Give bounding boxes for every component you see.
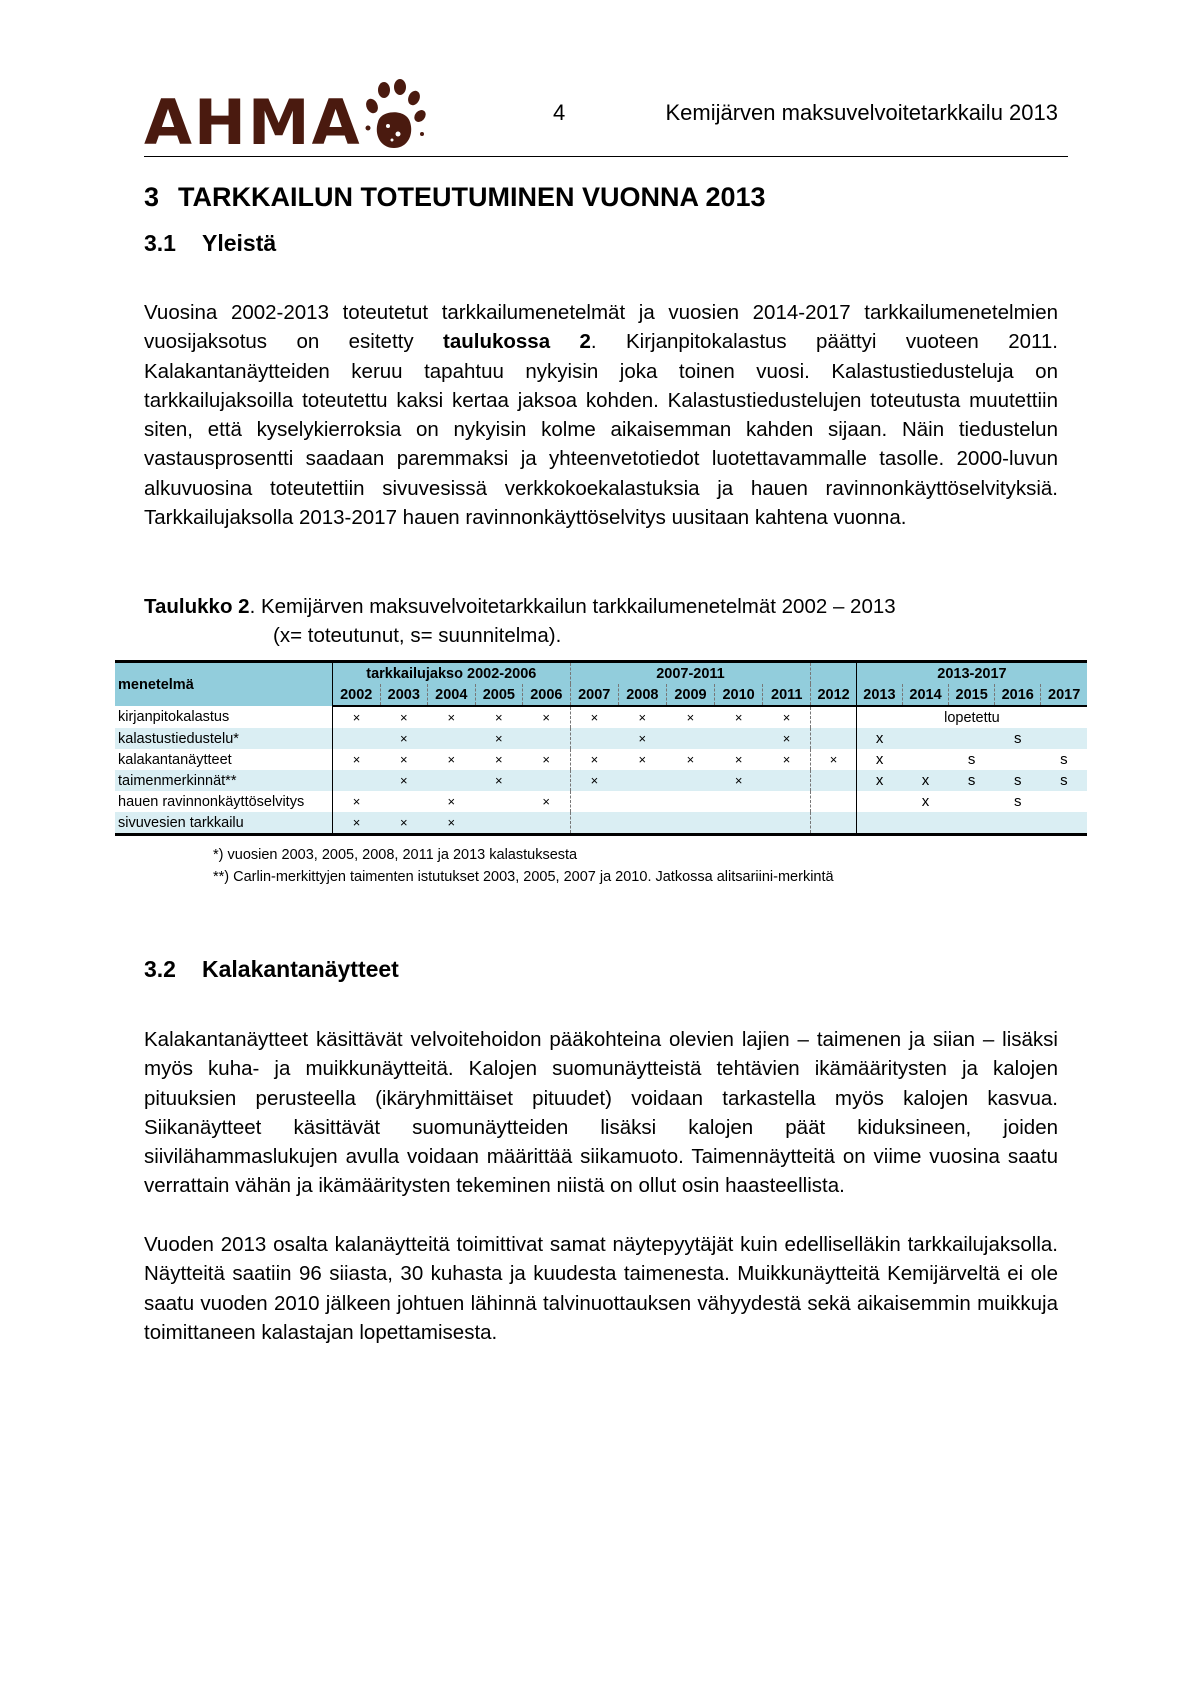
table-cell (995, 749, 1041, 770)
methods-table (115, 660, 1087, 836)
period-header: 2007-2011 (570, 662, 811, 685)
table-cell (949, 728, 995, 749)
year-header: 2002 (332, 684, 380, 706)
method-name: sivuvesien tarkkailu (115, 812, 332, 835)
year-header: 2008 (618, 684, 666, 706)
table-row (115, 749, 1087, 770)
stopped-label: lopetettu (856, 706, 1087, 728)
table-cell (856, 812, 902, 835)
table-cell (380, 791, 428, 812)
year-header: 2015 (949, 684, 995, 706)
table-cell: s (1060, 750, 1068, 768)
table-cell (763, 791, 811, 812)
year-header: 2005 (475, 684, 523, 706)
table-cell (902, 749, 948, 770)
table-cell (475, 791, 523, 812)
table-cell: × (542, 709, 550, 725)
section-3-2-heading (144, 956, 399, 983)
year-header: 2011 (763, 684, 811, 706)
samples-paragraph-2: Vuoden 2013 osalta kalanäytteitä toimittivat samat näytepyytäjät kuin edelliselläkin tarkkailujaksolla. Näytteitä saatiin 96 siiasta, 30 kuhasta ja kuudesta taimenesta. Muikkunäytteitä Kemijärveltä ei ole saatu vuoden 2010 jälkeen johtuen lähinnä talvinuottauksen vähyydestä sekä aikaisemmin muikkuja toimittaneen kalastajan lopettamisesta. (144, 1233, 1058, 1344)
table-row (115, 728, 1087, 749)
table-cell: × (570, 749, 618, 770)
table-cell (715, 791, 763, 812)
paragraph-text: . Kirjanpitokalastus päättyi vuoteen 2011. Kalakantanäytteiden keruu tapahtuu nykyisin joka toinen vuosi. Kalastustiedusteluja on tarkkailujaksoilla toteutettu kaksi kertaa jaksoa kohden. Kalastustiedustelujen toteutusta muutettiin siten, että kyselykierroksia on nykyisin kolme aikaisemman kahden sijaan. Näin tiedustelun vastausprosentti saadaan paremmaksi ja yhteenvetotiedot luotettavammalle tasolle. 2000-luvun alkuvuosina toteutettiin sivuvesissä verkkokoekalastuksia ja hauen ravinnonkäyttöselvityksiä. Tarkkailujaksolla 2013-2017 hauen ravinnonkäyttöselvitys uusitaan kahtena vuonna. (144, 330, 1058, 530)
table-cell (618, 791, 666, 812)
period-header: tarkkailujakso 2002-2006 (332, 662, 570, 685)
table-cell: × (686, 751, 695, 767)
table-cell: × (542, 793, 550, 809)
logo-text: AHMA (144, 86, 362, 159)
table-cell (949, 791, 995, 812)
table-cell (1041, 791, 1087, 812)
intro-paragraph (144, 298, 1058, 532)
period-header: 2013-2017 (856, 662, 1087, 685)
footnote: *) vuosien 2003, 2005, 2008, 2011 ja 2013 kalastuksesta (213, 847, 578, 863)
table-cell: × (399, 751, 408, 767)
section-number: 3.1 (144, 230, 176, 256)
section-title: Kalakantanäytteet (201, 956, 399, 982)
table-cell: x (902, 770, 948, 791)
table-cell (523, 812, 571, 835)
table-cell (949, 812, 995, 835)
ahma-logo (144, 78, 426, 159)
table-cell: s (1013, 792, 1022, 810)
table-cell (475, 812, 523, 835)
table-cell: × (618, 728, 666, 749)
page-number: 4 (553, 100, 566, 125)
table-cell (570, 812, 618, 835)
year-header: 2009 (666, 684, 714, 706)
table-cell (811, 770, 857, 791)
table-cell (902, 728, 948, 749)
table-cell: × (332, 791, 380, 812)
table-cell (523, 728, 571, 749)
method-name: hauen ravinnonkäyttöselvitys (118, 793, 305, 810)
footnote: **) Carlin-merkittyjen taimenten istutukset 2003, 2005, 2007 ja 2010. Jatkossa alitsariini-merkintä (213, 869, 834, 885)
table-body (115, 706, 1087, 835)
table-cell: s (949, 770, 995, 791)
year-header: 2014 (902, 684, 948, 706)
table-cell (332, 728, 380, 749)
page-header (144, 68, 1068, 157)
table-cell (1041, 812, 1087, 835)
year-header: 2007 (570, 684, 618, 706)
table-row (115, 791, 1087, 812)
table-cell: × (475, 728, 523, 749)
table-cell (570, 791, 618, 812)
samples-paragraph-1: Kalakantanäytteet käsittävät velvoitehoidon pääkohteina olevien lajien – taimenen ja siian – lisäksi myös kuha- ja muikkunäytteitä. Kalojen suomunäytteistä tehtävien ikämääritysten ja kalojen pituuksien perusteella (ikäryhmittäiset pituudet) voidaan tarkastella myös kalojen kasvua. Siikanäytteet käsittävät suomunäytteiden lisäksi kalojen päät kiduksineen, joiden siivilähammaslukujen avulla voidaan määrittää siikamuoto. Taimennäytteitä on viime vuosina saatu verrattain vähän ja ikämääritysten tekeminen niistä on ollut osin haasteellista. (144, 1028, 1058, 1198)
table-cell: × (734, 709, 743, 725)
table-cell: × (782, 751, 791, 767)
table-cell: s (995, 728, 1041, 749)
table-cell (995, 812, 1041, 835)
table-cell: × (380, 728, 428, 749)
method-name: kalakantanäytteet (118, 751, 232, 768)
table-cell (902, 812, 948, 835)
table-cell (763, 770, 811, 791)
section-3-heading (144, 182, 766, 213)
table-cell (811, 812, 857, 835)
table-cell: × (380, 812, 428, 835)
table-cell (523, 770, 571, 791)
table-row (115, 812, 1087, 835)
header-title: Kemijärven maksuvelvoitetarkkailu 2013 (665, 100, 1058, 125)
section-title: TARKKAILUN TOTEUTUMINEN VUONNA 2013 (178, 182, 766, 212)
table-cell: × (332, 812, 380, 835)
table-cell (763, 812, 811, 835)
table-cell (666, 791, 714, 812)
section-title: Yleistä (201, 230, 277, 256)
year-header: 2012 (811, 684, 857, 706)
year-header: 2004 (428, 684, 476, 706)
method-name: kalastustiedustelu* (115, 728, 332, 749)
paragraph-text: Vuosina 2002-2013 toteutetut tarkkailumenetelmät ja vuosien 2014-2017 tarkkailumenetelmien vuosijaksotus on esitetty (144, 301, 1058, 354)
year-header: 2017 (1041, 684, 1087, 706)
period-header-row (115, 662, 1087, 685)
method-name: kirjanpitokalastus (118, 709, 230, 725)
table-cell (715, 728, 763, 749)
section-number: 3 (144, 182, 160, 212)
table-cell: s (995, 770, 1041, 791)
year-header: 2013 (856, 684, 902, 706)
table-cell (666, 812, 714, 835)
table-cell: s (1041, 770, 1087, 791)
table-cell: × (447, 751, 456, 767)
table-cell: × (447, 709, 456, 725)
table-cell: × (495, 709, 503, 725)
table-row (115, 770, 1087, 791)
table-row (115, 706, 1087, 728)
table-cell: × (495, 751, 503, 767)
year-header: 2010 (715, 684, 763, 706)
method-name: taimenmerkinnät** (115, 770, 332, 791)
table-cell (811, 791, 857, 812)
table-cell: x (921, 792, 930, 810)
table-cell (618, 770, 666, 791)
section-3-1-heading (144, 230, 276, 257)
table-cell: × (686, 709, 695, 725)
table-cell: x (856, 728, 902, 749)
year-header: 2016 (995, 684, 1041, 706)
table-cell: × (332, 706, 380, 728)
table-cell (666, 728, 714, 749)
table-cell: × (399, 709, 408, 725)
year-header: 2003 (380, 684, 428, 706)
table-cell: × (811, 749, 857, 770)
table-cell: × (542, 751, 550, 767)
method-header: menetelmä (115, 662, 332, 707)
table-cell: × (638, 751, 647, 767)
year-header: 2006 (523, 684, 571, 706)
table-cell: × (380, 770, 428, 791)
table-cell: × (570, 706, 618, 728)
table-cell: × (570, 770, 618, 791)
table-cell: × (447, 793, 456, 809)
table-cell: × (763, 728, 811, 749)
table-cell: × (734, 751, 743, 767)
table-cell (856, 791, 902, 812)
table-cell (715, 812, 763, 835)
table-cell (811, 728, 857, 749)
table-cell (570, 728, 618, 749)
caption-line2: (x= toteutunut, s= suunnitelma). (273, 624, 562, 647)
table-cell (666, 770, 714, 791)
caption-label: Taulukko 2 (144, 595, 250, 618)
caption-text: . Kemijärven maksuvelvoitetarkkailun tarkkailumenetelmät 2002 – 2013 (249, 595, 896, 618)
table-cell: x (856, 749, 902, 770)
table-cell: × (782, 709, 791, 725)
table-cell: × (475, 770, 523, 791)
table-cell (811, 706, 857, 728)
table-cell (428, 728, 476, 749)
table-cell: × (428, 812, 476, 835)
table-cell: x (856, 770, 902, 791)
table-cell: × (715, 770, 763, 791)
table-cell (428, 770, 476, 791)
table-caption (144, 592, 896, 650)
table-cell (618, 812, 666, 835)
section-number: 3.2 (144, 956, 176, 982)
table-reference: taulukossa 2 (443, 330, 591, 354)
table-cell: × (638, 709, 647, 725)
table-cell: s (967, 750, 976, 768)
table-cell (1041, 728, 1087, 749)
table-cell (332, 770, 380, 791)
table-cell: × (332, 749, 380, 770)
period-header (811, 662, 857, 685)
paw-icon (364, 78, 426, 154)
